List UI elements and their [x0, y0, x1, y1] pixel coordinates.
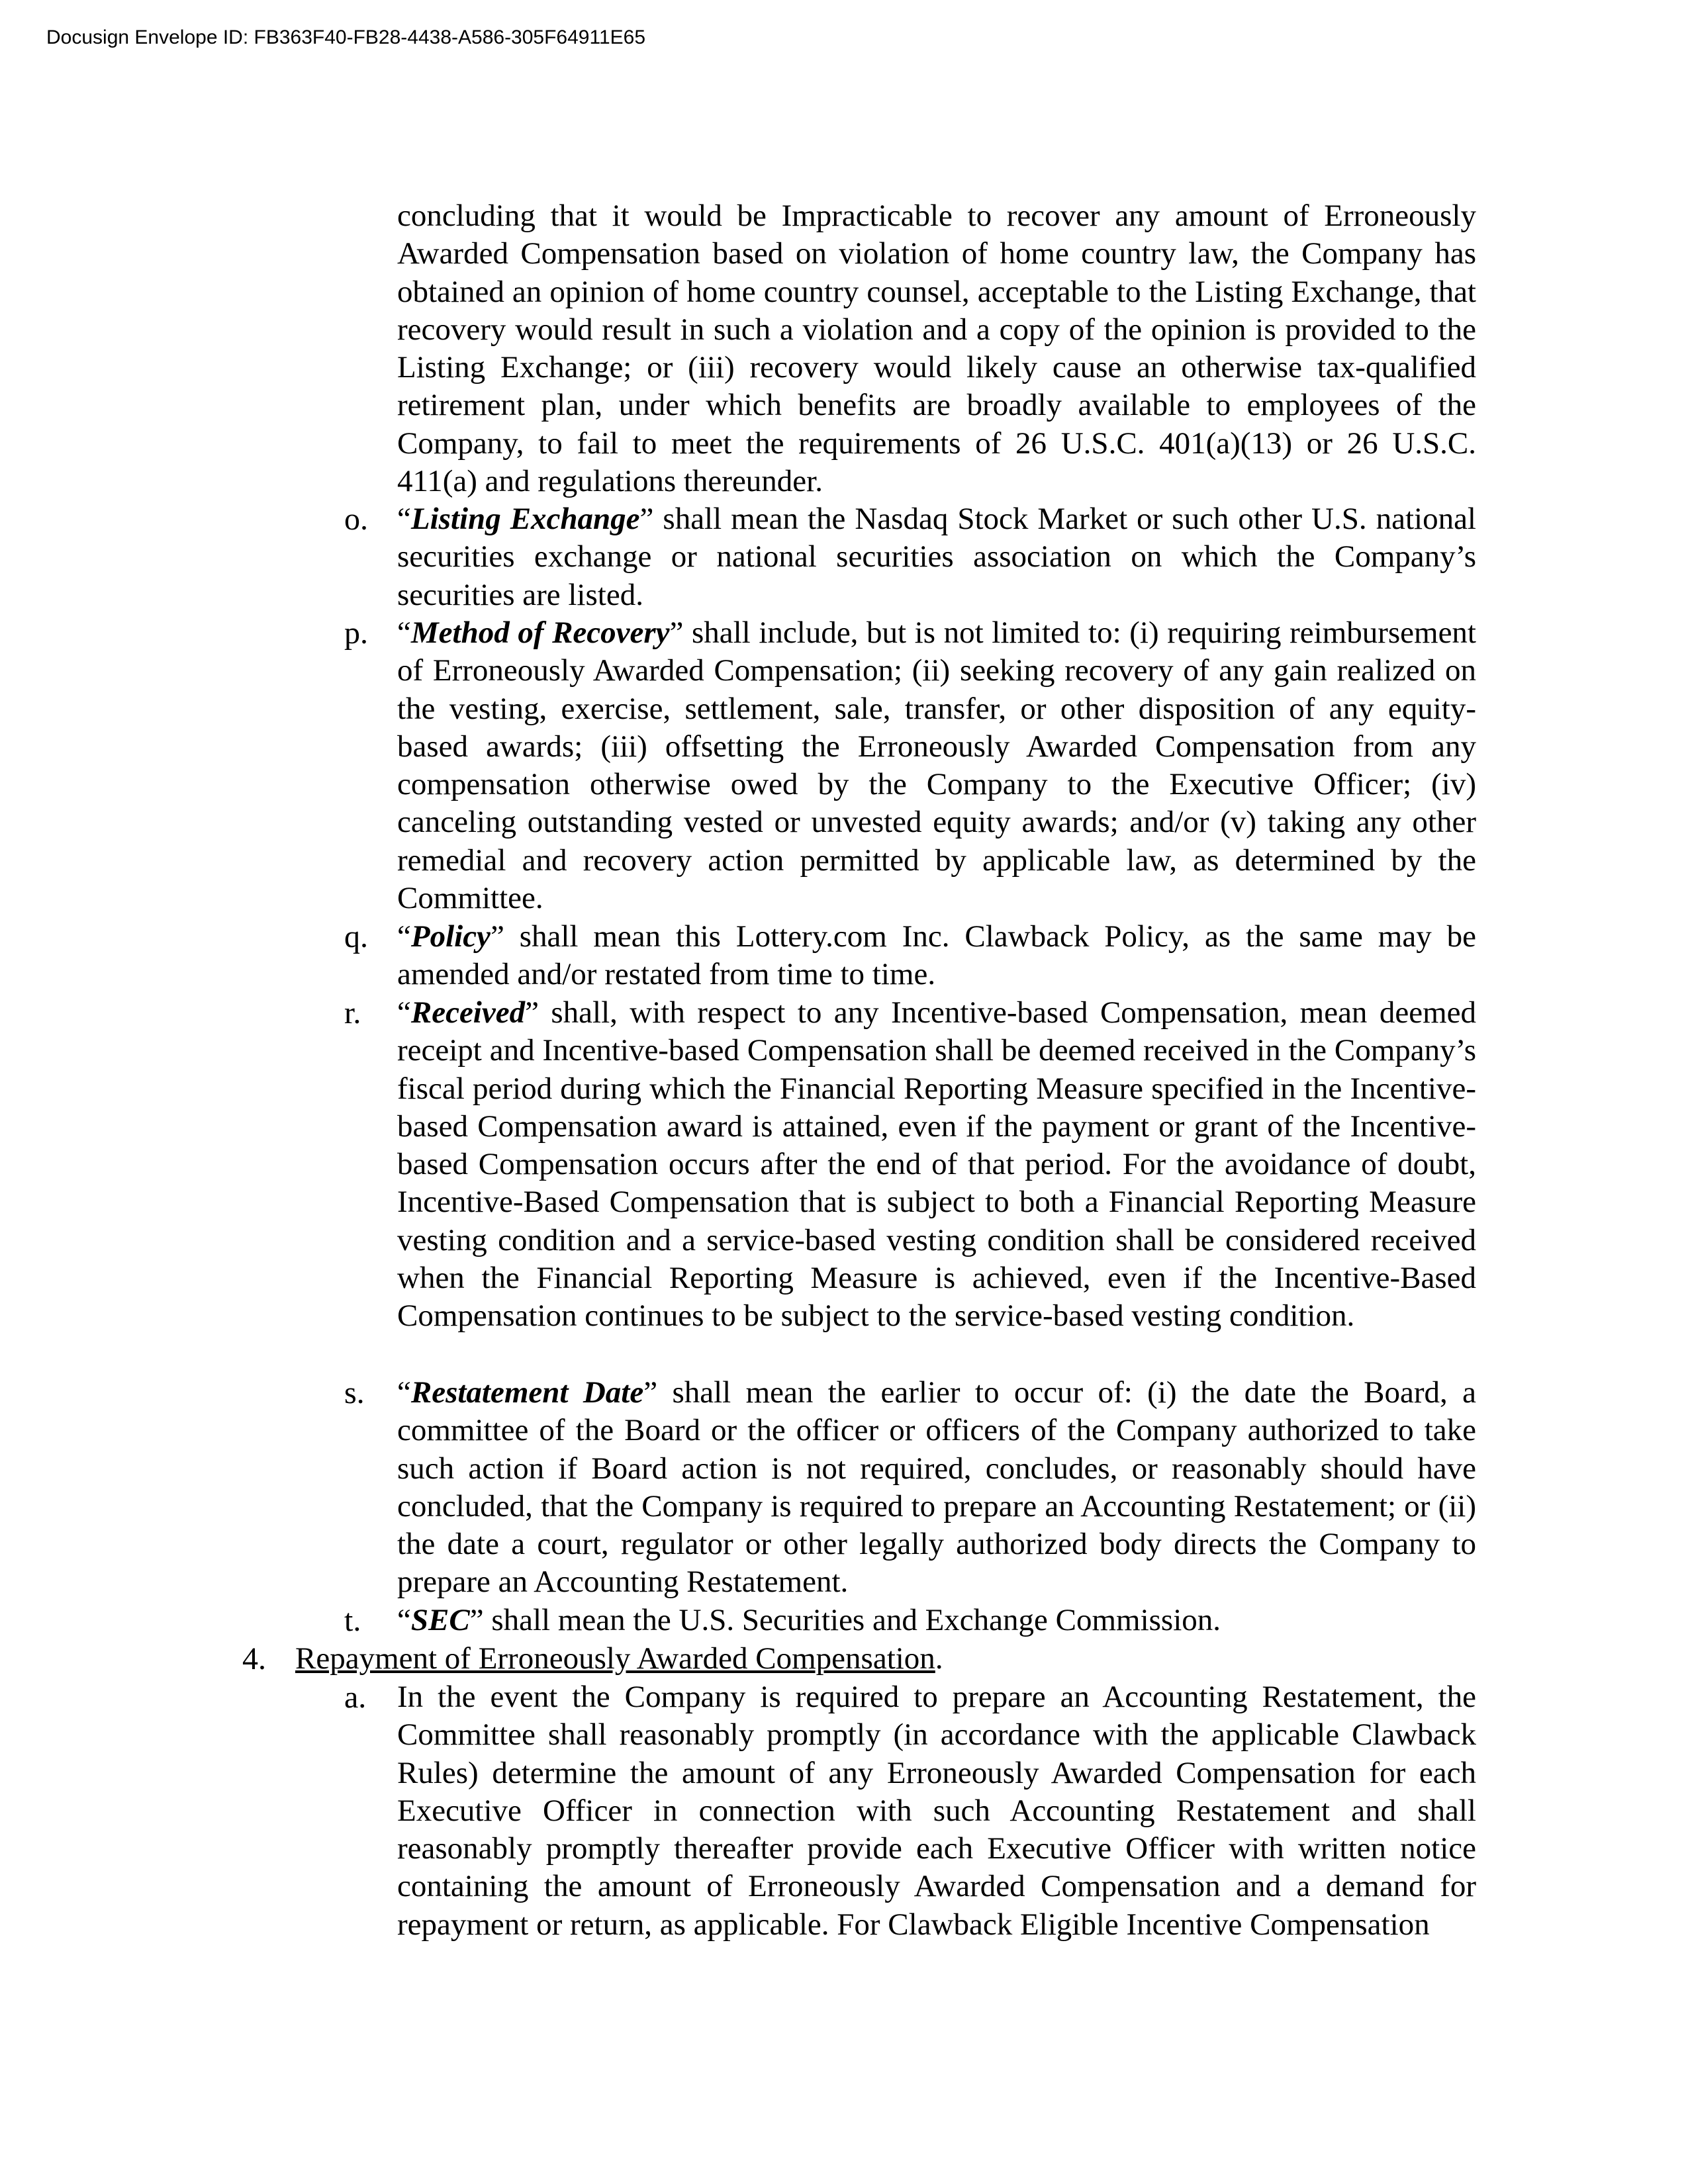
- defined-term: SEC: [410, 1603, 470, 1637]
- defined-term: Listing Exchange: [410, 502, 640, 536]
- docusign-envelope-id: Docusign Envelope ID: FB363F40-FB28-4438-A586-305F64911E65: [46, 26, 646, 48]
- defined-term: Restatement Date: [410, 1375, 644, 1410]
- definition-received: [397, 994, 1476, 1336]
- definition-marker-s: s.: [344, 1375, 365, 1410]
- definition-text: ” shall mean the U.S. Securities and Exchange Commission.: [469, 1603, 1221, 1637]
- definition-marker-o: o.: [344, 502, 368, 537]
- definition-policy: [397, 918, 1476, 994]
- section-number: 4.: [242, 1641, 266, 1676]
- definition-text: ” shall mean the earlier to occur of: (i) the date the Board, a committee of the Board or the officer or officers of the Company authorized to take such action if Board action is not required, concludes, or reasonably should have concluded, that the Company is required to prepare an Accounting Restatement; or (ii) the date a court, regulator or other legally authorized body directs the Company to prepare an Accounting Restatement.: [397, 1375, 1476, 1600]
- definition-marker-q: q.: [344, 919, 368, 954]
- open-quote: “: [397, 615, 411, 650]
- section-item-marker-a: a.: [344, 1680, 367, 1715]
- open-quote: “: [397, 1603, 411, 1637]
- open-quote: “: [397, 502, 411, 536]
- definition-sec: [397, 1602, 1476, 1639]
- defined-term: Policy: [410, 919, 491, 954]
- section-item-a-text: In the event the Company is required to prepare an Accounting Restatement, the Committee shall reasonably promptly (in accordance with the applicable Clawback Rules) determine the amount of any Erroneously Awarded Compensation for each Executive Officer in connection with such Accounting Restatement and shall reasonably promptly thereafter provide each Executive Officer with written notice containing the amount of Erroneously Awarded Compensation and a demand for repayment or return, as applicable. For Clawback Eligible Incentive Compensation: [397, 1680, 1476, 1942]
- definition-marker-p: p.: [344, 615, 368, 651]
- continuation-paragraph: concluding that it would be Impracticable to recover any amount of Erroneously Awarded Compensation based on violation of home country law, the Company has obtained an opinion of home country counsel, acceptable to the Listing Exchange, that recovery would result in such a violation and a copy of the opinion is provided to the Listing Exchange; or (iii) recovery would likely cause an otherwise tax-qualified retirement plan, under which benefits are broadly available to employees of the Company, to fail to meet the requirements of 26 U.S.C. 401(a)(13) or 26 U.S.C. 411(a) and regulations thereunder.: [397, 199, 1476, 499]
- open-quote: “: [397, 995, 411, 1030]
- definition-restatement-date: [397, 1374, 1476, 1602]
- definition-text: ” shall mean this Lottery.com Inc. Clawback Policy, as the same may be amended and/or restated from time to time.: [397, 919, 1476, 992]
- definition-marker-r: r.: [344, 995, 361, 1030]
- definition-text: ” shall include, but is not limited to: (i) requiring reimbursement of Erroneously Awarded Compensation; (ii) seeking recovery of any gain realized on the vesting, exercise, settlement, sale, transfer, or other disposition of any equity-based awards; (iii) offsetting the Erroneously Awarded Compensation from any compensation otherwise owed by the Company to the Executive Officer; (iv) canceling outstanding vested or unvested equity awards; and/or (v) taking any other remedial and recovery action permitted by applicable law, as determined by the Committee.: [397, 615, 1476, 916]
- section-heading: [295, 1640, 1487, 1678]
- definition-listing-exchange: [397, 500, 1476, 614]
- definition-method-of-recovery: [397, 614, 1476, 917]
- section-title: Repayment of Erroneously Awarded Compensation: [295, 1641, 935, 1676]
- definition-text: ” shall, with respect to any Incentive-based Compensation, mean deemed receipt and Incentive-based Compensation shall be deemed received in the Company’s fiscal period during which the Financial Reporting Measure specified in the Incentive-based Compensation award is attained, even if the payment or grant of the Incentive-based Compensation occurs after the end of that period. For the avoidance of doubt, Incentive-Based Compensation that is subject to both a Financial Reporting Measure vesting condition and a service-based vesting condition shall be considered received when the Financial Reporting Measure is achieved, even if the Incentive-Based Compensation continues to be subject to the service-based vesting condition.: [397, 995, 1476, 1334]
- defined-term: Received: [410, 995, 526, 1030]
- definition-marker-t: t.: [344, 1603, 361, 1638]
- open-quote: “: [397, 919, 411, 954]
- section-title-period: .: [935, 1641, 943, 1676]
- definition-text: ” shall mean the Nasdaq Stock Market or such other U.S. national securities exchange or national securities association on which the Company’s securities are listed.: [397, 502, 1476, 612]
- open-quote: “: [397, 1375, 411, 1410]
- defined-term: Method of Recovery: [410, 615, 670, 650]
